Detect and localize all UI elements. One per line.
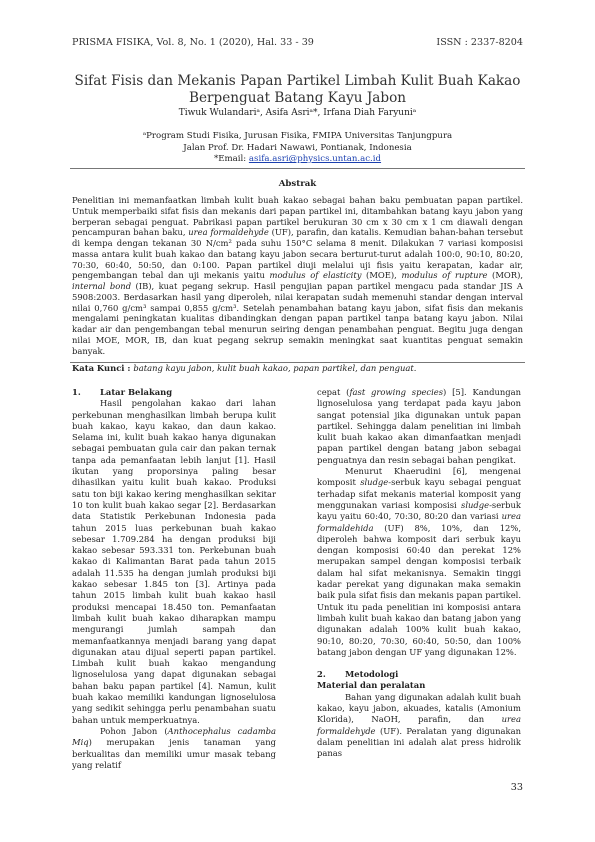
email-label: *Email: <box>213 154 249 164</box>
keywords <box>72 363 523 374</box>
paper-title <box>72 73 523 107</box>
subsection-heading: Material dan peralatan <box>317 680 426 691</box>
email-link[interactable]: asifa.asri@physics.untan.ac.id <box>248 154 382 164</box>
affiliation-line-1: ᵃProgram Studi Fisika, Jurusan Fisika, FMIPA Universitas Tanjungpura <box>142 131 453 141</box>
issn: ISSN : 2337-8204 <box>436 37 523 48</box>
paragraph: Pohon Jabon (Anthocephalus cadamba Miq) merupakan jenis tanaman yang berkualitas dan memiliki umur masak tebang yang relatif <box>72 725 276 770</box>
affiliation <box>72 131 523 166</box>
paragraph: Hasil pengolahan kakao dari lahan perkebunan menghasilkan limbah berupa kulit buah kakao, kayu kakao, dan daun kakao. Selama ini, kulit buah kakao hanya digunakan sebagai pembuatan gula cair dan pakan ternak tanpa ada pemanfaatan lebih lanjut [1]. Hasil ikutan yang proporsinya paling besar dihasilkan yaitu kulit buah kakao. Produksi satu ton biji kakao kering menghasilkan sekitar 10 ton kulit buah kakao segar [2]. Berdasarkan data Statistik Perkebunan Indonesia pada tahun 2015 luas perkebunan buah kakao sebesar 1.709.284 ha dengan produksi biji kakao sebesar 593.331 ton. Perkebunan buah kakao di Kalimantan Barat pada tahun 2015 adalah 11.535 ha dengan jumlah produksi biji kakao sebesar 1.845 ton [3]. Artinya pada tahun 2015 limbah kulit buah kakao hasil produksi mencapai 18.450 ton. Pemanfaatan limbah kulit buah kakao diharapkan mampu mengurangi jumlah sampah dan memanfaatkannya menjadi barang yang dapat digunakan atau dijual seperti papan partikel. Limbah kulit buah kakao mengandung lignoselulosa yang dapat digunakan sebagai bahan baku papan partikel [4]. Namun, kulit buah kakao memiliki kandungan lignoselulosa yang sedikit sehingga perlu penambahan suatu bahan untuk memperkuatnya. <box>72 398 276 725</box>
paragraph: Bahan yang digunakan adalah kulit buah kakao, kayu jabon, akuades, katalis (Amonium Klorida), NaOH, parafin, dan urea formaldehyde (UF). Peralatan yang digunakan dalam penelitian ini adalah alat press hidrolik panas <box>317 691 521 759</box>
affiliation-line-2: Jalan Prof. Dr. Hadari Nawawi, Pontianak, Indonesia <box>183 142 412 153</box>
keywords-label: Kata Kunci : <box>72 363 134 373</box>
paragraph: Menurut Khaerudini [6], mengenai komposit sludge-serbuk kayu sebagai penguat terhadap sifat mekanis material komposit yang menggunakan variasi komposisi sludge-serbuk kayu yaitu 60:40, 70:30, 80:20 dan variasi urea formaldehida (UF) 8%, 10%, dan 12%, diperoleh bahwa komposit dari serbuk kayu dengan komposisi 60:40 dan perekat 12% merupakan sampel dengan komposisi terbaik dalam hal sifat mekanisnya. Semakin tinggi kadar perekat yang digunakan maka semakin baik pula sifat fisis dan mekanis papan partikel. Untuk itu pada penelitian ini komposisi antara limbah kulit buah kakao dan batang jabon yang digunakan adalah 100% kulit buah kakao, 90:10, 80:20, 70:30, 60:40, 50:50, dan 100% batang jabon dengan UF yang digunakan 12%. <box>317 466 521 657</box>
authors: Tiwuk Wulandariᵃ, Asifa Asriᵃ*, Irfana Diah Faryuniᵃ <box>178 108 417 118</box>
abstract-heading: Abstrak <box>278 179 317 189</box>
paragraph: cepat (fast growing species) [5]. Kandungan lignoselulosa yang terdapat pada kayu jabon sangat potensial jika digunakan untuk papan partikel. Sehingga dalam penelitian ini limbah kulit buah kakao akan dimanfaatkan menjadi papan partikel dengan batang jabon sebagai penguatnya dan resin sebagai bahan pengikat. <box>317 387 521 465</box>
title-line-1: Sifat Fisis dan Mekanis Papan Partikel Limbah Kulit Buah Kakao <box>74 73 521 89</box>
abstract-text: Penelitian ini memanfaatkan limbah kulit buah kakao sebagai bahan baku pembuatan papan partikel. Untuk memperbaiki sifat fisis dan mekanis dari papan partikel ini, ditambahkan batang kayu jabon yang berperan sebagai penguat. Pabrikasi papan partikel berukuran 30 cm x 30 cm x 1 cm diawali dengan pencampuran bahan baku, urea formaldehyde (UF), parafin, dan katalis. Kemudian bahan-bahan tersebut di kempa dengan tekanan 30 N/cm² pada suhu 150°C selama 8 menit. Dilakukan 7 variasi komposisi massa antara kulit buah kakao dan batang kayu jabon secara berturut-turut adalah 100:0, 90:10, 80:20, 70:30, 60:40, 50:50, dan 0:100. Papan partikel diuji melalui uji fisis yaitu kerapatan, kadar air, pengembangan tebal dan uji mekanis yaitu modulus of elasticity (MOE), modulus of rupture (MOR), internal bond (IB), kuat pegang sekrup. Hasil pengujian papan partikel mengacu pada standar JIS A 5908:2003. Berdasarkan hasil yang diperoleh, nilai kerapatan sudah memenuhi standar dengan interval nilai 0,760 g/cm³ sampai 0,855 g/cm³. Setelah penambahan batang kayu jabon, sifat fisis dan mekanis mengalami peningkatan kualitas dibandingkan dengan papan partikel tanpa batang kayu jabon. Nilai kadar air dan pengembangan tebal menurun seiring dengan penambahan penguat. Begitu juga dengan nilai MOE, MOR, IB, dan kuat pegang sekrup semakin meningkat saat kuantitas penguat semakin banyak. <box>72 195 524 356</box>
section-heading-1: 1. Latar Belakang <box>72 387 173 397</box>
journal-citation: PRISMA FISIKA, Vol. 8, No. 1 (2020), Hal. 33 - 39 <box>72 37 314 48</box>
keywords-text: batang kayu jabon, kulit buah kakao, papan partikel, dan penguat. <box>133 363 417 373</box>
title-line-2: Berpenguat Batang Kayu Jabon <box>188 90 407 106</box>
left-column <box>72 387 276 771</box>
email-line <box>72 154 523 166</box>
right-column <box>317 387 521 760</box>
page-number: 33 <box>510 782 523 793</box>
section-heading-2: 2. Metodologi <box>317 669 399 680</box>
